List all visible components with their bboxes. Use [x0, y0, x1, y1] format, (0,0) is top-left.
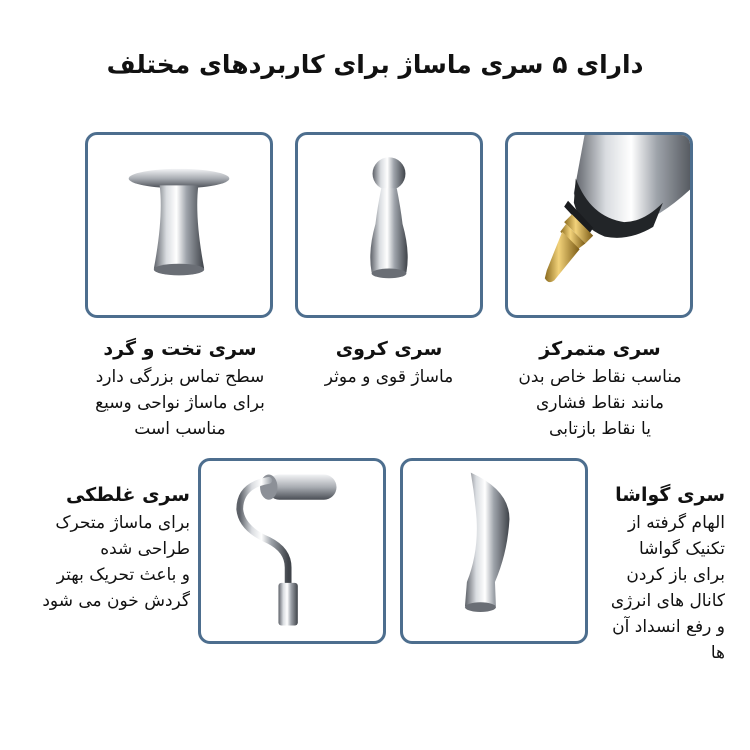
spherical-line-1: ماساژ قوی و موثر	[324, 367, 454, 387]
flat-round-head-card	[85, 132, 273, 318]
flat-round-caption	[70, 338, 290, 442]
gua-sha-line-5: و رفع انسداد آن ها	[612, 617, 725, 663]
flat-round-line-3: مناسب است	[134, 419, 226, 439]
page-title: دارای ۵ سری ماساژ برای کاربردهای مختلف	[106, 50, 644, 79]
focused-line-2: مانند نقاط فشاری	[535, 393, 665, 413]
flat-round-title: سری تخت و گرد	[103, 338, 257, 360]
focused-head-icon	[508, 135, 690, 315]
focused-head-card	[505, 132, 693, 318]
spherical-caption	[279, 338, 499, 390]
roller-line-1: برای ماساژ متحرک	[55, 513, 190, 533]
focused-line-1: مناسب نقاط خاص بدن	[518, 367, 682, 387]
flat-round-line-1: سطح تماس بزرگی دارد	[95, 367, 265, 387]
spherical-head-icon	[298, 135, 480, 315]
roller-line-2: طراحی شده	[100, 539, 190, 559]
gua-sha-line-2: تکنیک گواشا	[638, 539, 725, 559]
spherical-title: سری کروی	[335, 338, 443, 360]
roller-title: سری غلطکی	[65, 484, 190, 506]
roller-head-card	[198, 458, 386, 644]
gua-sha-head-icon	[403, 461, 585, 641]
roller-line-4: گردش خون می شود	[42, 591, 190, 611]
gua-sha-head-card	[400, 458, 588, 644]
roller-head-icon	[201, 461, 383, 641]
gua-sha-line-3: برای باز کردن	[626, 565, 725, 585]
flat-round-line-2: برای ماساژ نواحی وسیع	[95, 393, 265, 413]
gua-sha-line-4: کانال های انرژی	[610, 591, 725, 611]
flat-round-head-icon	[88, 135, 270, 315]
focused-line-3: یا نقاط بازتابی	[549, 419, 651, 439]
gua-sha-title: سری گواشا	[615, 484, 725, 506]
spherical-head-card	[295, 132, 483, 318]
focused-caption	[490, 338, 710, 442]
focused-title: سری متمرکز	[539, 338, 661, 360]
roller-line-3: و باعث تحریک بهتر	[56, 565, 190, 585]
roller-caption	[0, 484, 190, 614]
gua-sha-line-1: الهام گرفته از	[627, 513, 725, 533]
gua-sha-caption	[595, 484, 725, 666]
